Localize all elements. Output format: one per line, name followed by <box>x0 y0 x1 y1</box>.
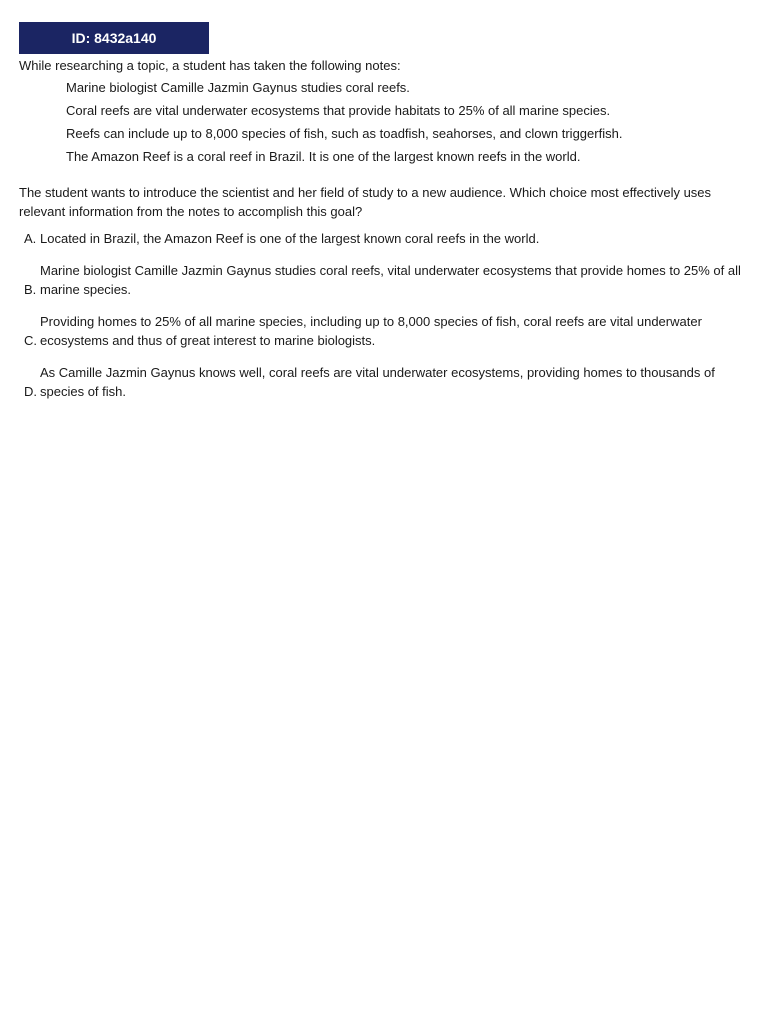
choice-text: Located in Brazil, the Amazon Reef is one of the largest known coral reefs in the world. <box>40 231 540 246</box>
choice-letter: C. <box>24 333 37 348</box>
question-content <box>19 56 749 414</box>
choice-letter: B. <box>24 282 37 297</box>
choice-text: Marine biologist Camille Jazmin Gaynus studies coral reefs, vital underwater ecosystems that provide homes to 25% of all marine species. <box>40 263 741 297</box>
note-item: Reefs can include up to 8,000 species of fish, such as toadfish, seahorses, and clown triggerfish. <box>66 126 623 141</box>
question-stem: The student wants to introduce the scientist and her field of study to a new audience. Which choice most effectively uses relevant information from the notes to accomplish this goal? <box>19 185 712 219</box>
choice-d[interactable] <box>19 363 749 401</box>
notes-intro: While researching a topic, a student has taken the following notes: <box>19 58 401 73</box>
choice-b[interactable] <box>19 261 749 299</box>
note-item: Coral reefs are vital underwater ecosystems that provide habitats to 25% of all marine species. <box>66 103 611 118</box>
choice-text: As Camille Jazmin Gaynus knows well, coral reefs are vital underwater ecosystems, providing homes to thousands of species of fish. <box>40 365 715 399</box>
question-id-badge: ID: 8432a140 <box>19 22 209 54</box>
note-item: Marine biologist Camille Jazmin Gaynus studies coral reefs. <box>66 80 410 95</box>
answer-choices <box>19 229 749 401</box>
choice-a[interactable] <box>19 229 749 248</box>
choice-letter: A. <box>24 231 37 246</box>
choice-letter: D. <box>24 384 37 399</box>
choice-c[interactable] <box>19 312 749 350</box>
notes-list <box>19 78 749 170</box>
note-item: The Amazon Reef is a coral reef in Brazil. It is one of the largest known reefs in the world. <box>66 149 581 164</box>
choice-text: Providing homes to 25% of all marine species, including up to 8,000 species of fish, coral reefs are vital underwater ecosystems and thus of great interest to marine biologists. <box>40 314 702 348</box>
